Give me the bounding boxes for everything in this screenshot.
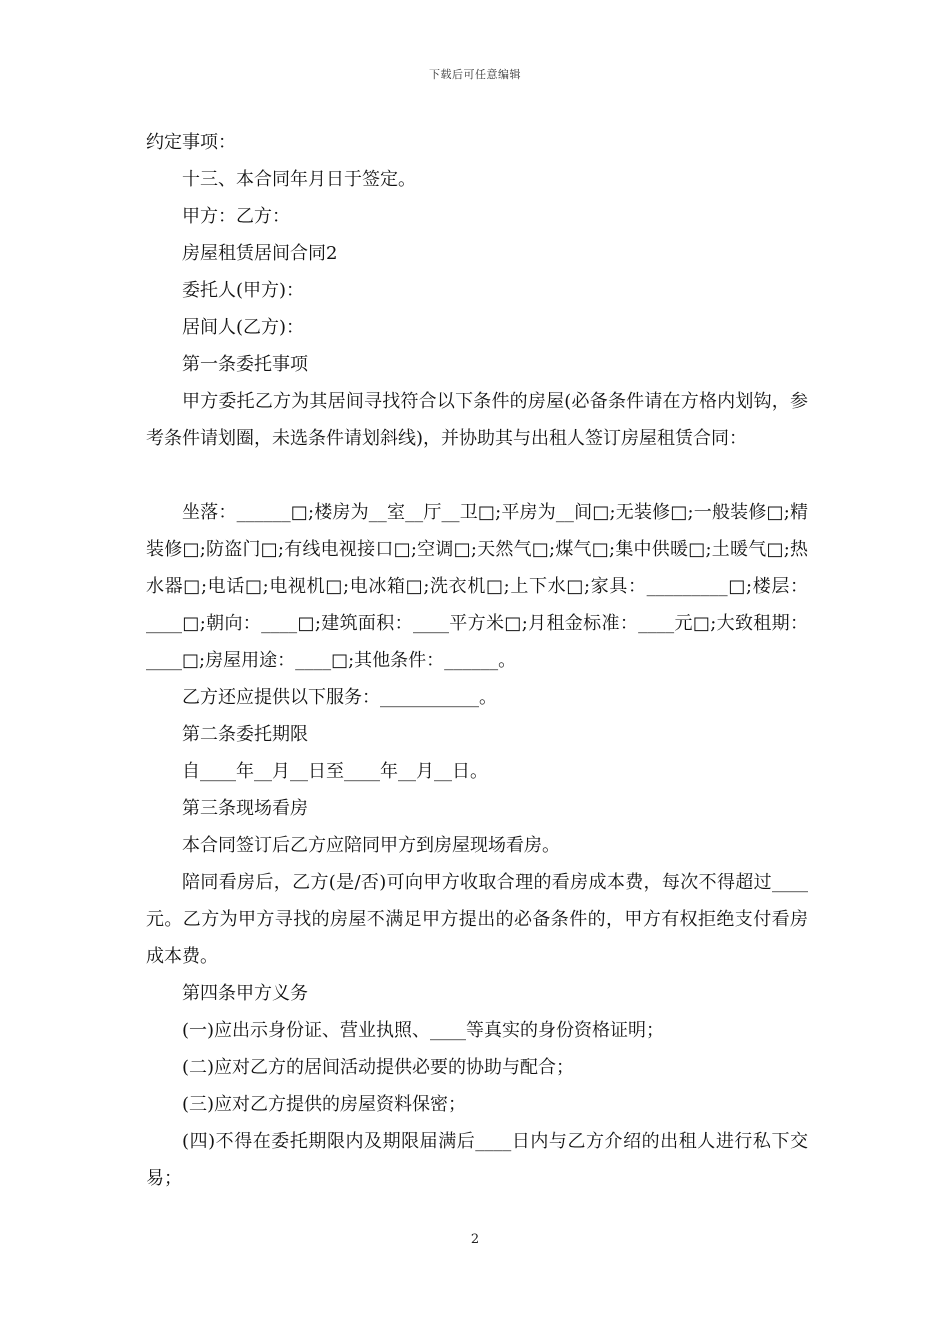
article-4-heading: 第四条甲方义务 [182, 983, 308, 1004]
article-1-body: 甲方委托乙方为其居间寻找符合以下条件的房屋(必备条件请在方格内划钩，参考条件请划圈，未选条件请划斜线)，并协助其与出租人签订房屋租赁合同： [146, 391, 808, 449]
document-body [146, 124, 808, 1197]
article-2-heading: 第二条委托期限 [182, 724, 308, 745]
additional-services: 乙方还应提供以下服务：___________。 [182, 687, 497, 708]
paragraph-parties-signature: 甲方：乙方： [182, 206, 290, 227]
paragraph-intermediary: 居间人(乙方)： [182, 317, 305, 338]
article-3-body-2: 陪同看房后，乙方(是/否)可向甲方收取合理的看房成本费，每次不得超过____元。乙方为甲方寻找的房屋不满足甲方提出的必备条件的，甲方有权拒绝支付看房成本费。 [146, 872, 808, 967]
paragraph-signing-date: 十三、本合同年月日于签定。 [182, 169, 416, 190]
property-conditions: 坐落：______□;楼房为__室__厅__卫□;平房为__间□;无装修□;一般装修□;精装修□;防盗门□;有线电视接口□;空调□;天然气□;煤气□;集中供暖□;土暖气□;热水器□;电话□;电视机□;电冰箱□;洗衣机□;上下水□;家具：_________□;楼层：____□;朝向：____□;建筑面积：____平方米□;月租金标准：____元□;大致租期：____□;房屋用途：____□;其他条件：______。 [146, 502, 808, 671]
article-4-item-3: (三)应对乙方提供的房屋资料保密； [182, 1094, 467, 1115]
article-4-item-2: (二)应对乙方的居间活动提供必要的协助与配合； [182, 1057, 575, 1078]
blank-line [146, 457, 808, 494]
article-2-body: 自____年__月__日至____年__月__日。 [182, 761, 488, 782]
paragraph-client: 委托人(甲方)： [182, 280, 305, 301]
page-number: 2 [470, 1232, 480, 1247]
contract-title: 房屋租赁居间合同2 [182, 243, 338, 264]
paragraph-agreed-items: 约定事项： [146, 132, 236, 153]
article-4-item-4: (四)不得在委托期限内及期限届满后____日内与乙方介绍的出租人进行私下交易； [146, 1131, 808, 1189]
article-3-body-1: 本合同签订后乙方应陪同甲方到房屋现场看房。 [182, 835, 560, 856]
article-4-item-1: (一)应出示身份证、营业执照、____等真实的身份资格证明； [182, 1020, 665, 1041]
page-header: 下载后可任意编辑 [429, 68, 521, 81]
article-1-heading: 第一条委托事项 [182, 354, 308, 375]
article-3-heading: 第三条现场看房 [182, 798, 308, 819]
